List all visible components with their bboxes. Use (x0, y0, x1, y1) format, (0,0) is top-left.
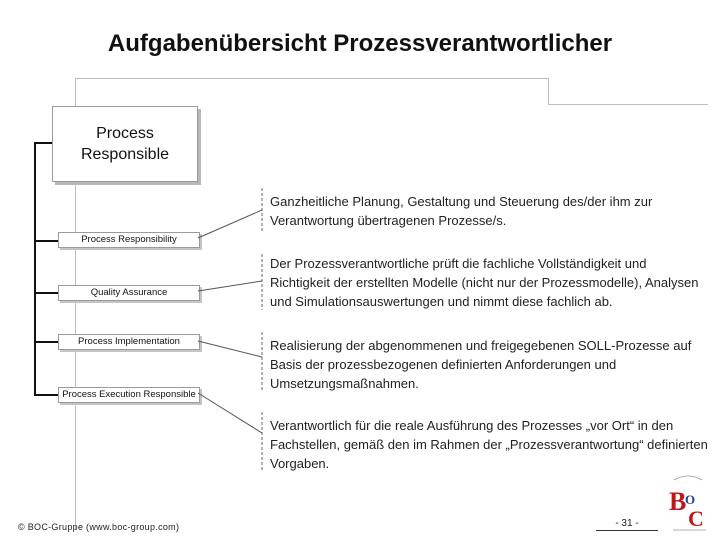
node-label: Process Responsibility (81, 234, 177, 245)
description-process-execution: Verantwortlich für die reale Ausführung des Prozesses „vor Ort“ in den Fachstellen, gemäß den im Rahmen der „Prozessverantwortung“ definierten Vorgaben. (270, 418, 708, 471)
connector-line-2 (198, 281, 262, 291)
connector-line-4 (198, 393, 262, 433)
page-title: Aufgabenübersicht Prozessverantwortlicher (107, 30, 613, 57)
page-number: - 31 - (596, 518, 658, 531)
description-process-responsibility: Ganzheitliche Planung, Gestaltung und Steuerung des/der ihm zur Verantwortung übertragenen Prozesse/s. (270, 194, 653, 228)
node-label: Quality Assurance (90, 287, 168, 298)
svg-text:C: C (688, 506, 704, 531)
node-label: Process Execution Responsible (62, 389, 196, 400)
svg-text:B: B (669, 487, 687, 516)
connector-line-1 (198, 210, 262, 238)
footer-copyright: © BOC-Gruppe (www.boc-group.com) (18, 522, 180, 532)
description-process-implementation: Realisierung der abgenommenen und freigegebenen SOLL-Prozesse auf Basis der prozessbezogenen definierten Anforderungen und Umsetzungsmaßnahmen. (270, 338, 692, 391)
connector-line-3 (198, 341, 262, 357)
root-node-label: Process Responsible (80, 125, 170, 163)
boc-logo-icon (668, 474, 708, 534)
description-quality-assurance: Der Prozessverantwortliche prüft die fachliche Vollständigkeit und Richtigkeit der erstellten Modelle (nicht nur der Prozessmodelle), Analysen und Simulationsauswertungen und nimmt diese fachlich ab. (270, 256, 699, 309)
node-label: Process Implementation (78, 336, 180, 347)
svg-text:O: O (685, 492, 696, 507)
